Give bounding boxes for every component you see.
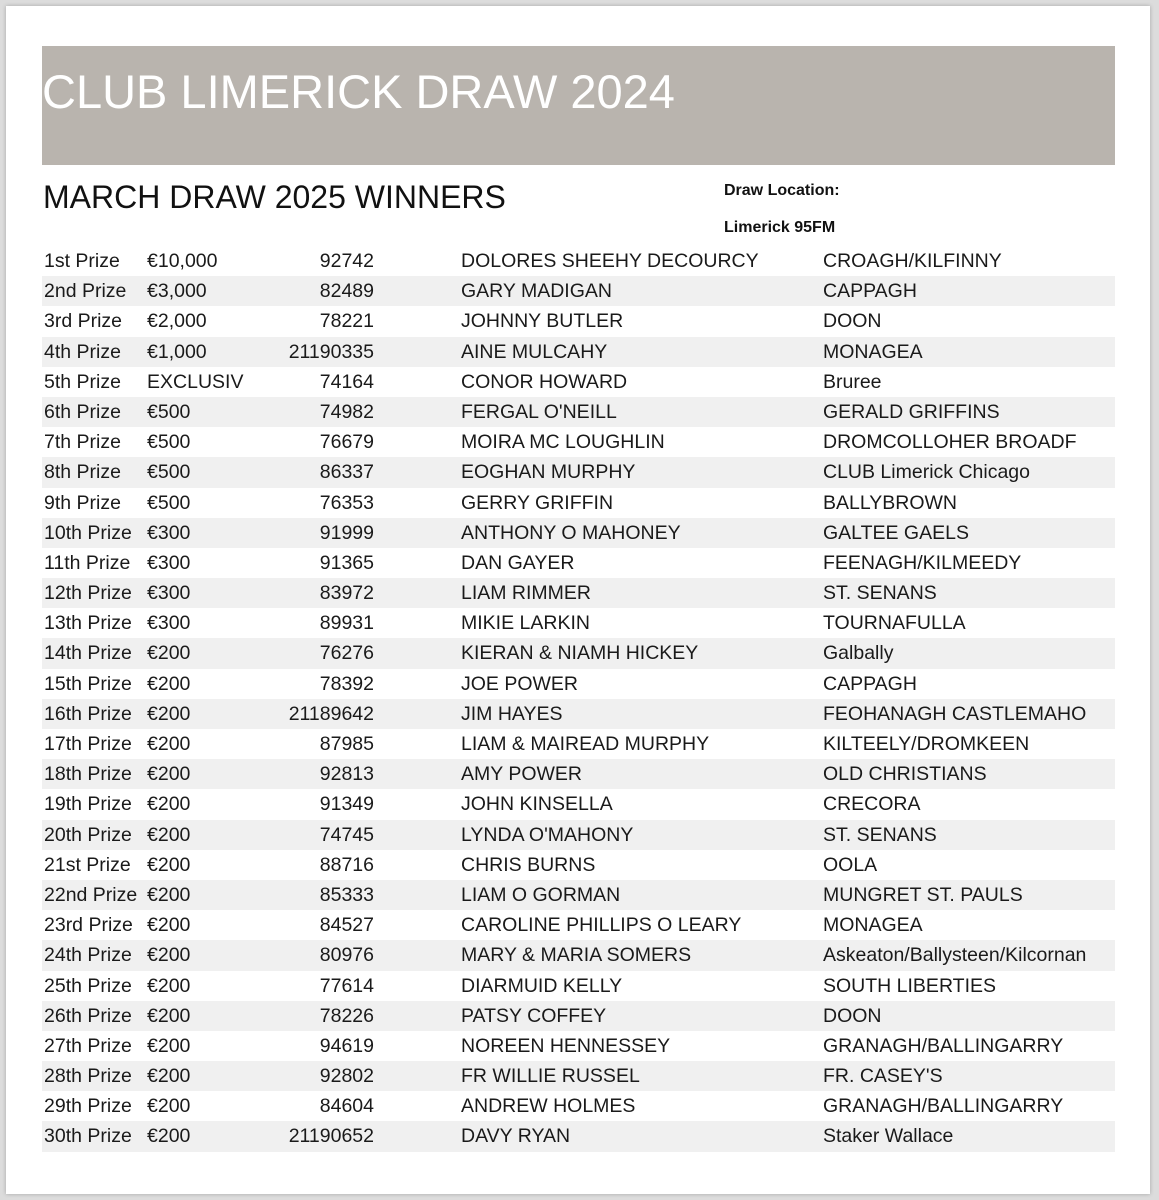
prize-label: 3rd Prize <box>44 310 123 333</box>
ticket-number: 86337 <box>319 461 374 484</box>
prize-label: 24th Prize <box>44 944 132 967</box>
winner-club: Staker Wallace <box>823 1125 954 1148</box>
winner-name: DAN GAYER <box>461 551 575 574</box>
winner-club: Askeaton/Ballysteen/Kilcornan <box>823 944 1087 967</box>
prize-amount: €200 <box>147 763 191 786</box>
prize-amount: €200 <box>147 1004 191 1027</box>
prize-amount: €200 <box>147 1125 191 1148</box>
prize-label: 5th Prize <box>44 370 121 393</box>
prize-amount: €200 <box>147 702 191 725</box>
prize-label: 11th Prize <box>44 551 131 574</box>
winner-club: GRANAGH/BALLINGARRY <box>823 1034 1064 1057</box>
winner-club: Galbally <box>823 642 894 665</box>
winner-club: GRANAGH/BALLINGARRY <box>823 1095 1064 1118</box>
ticket-number: 92813 <box>319 763 374 786</box>
prize-label: 10th Prize <box>44 521 132 544</box>
prize-label: 26th Prize <box>44 1004 132 1027</box>
prize-amount: €300 <box>147 551 191 574</box>
ticket-number: 85333 <box>319 883 374 906</box>
ticket-number: 84604 <box>319 1095 374 1118</box>
winner-club: DOON <box>823 310 882 333</box>
prize-label: 19th Prize <box>44 793 132 816</box>
prize-label: 16th Prize <box>44 702 132 725</box>
winner-name: NOREEN HENNESSEY <box>461 1034 671 1057</box>
winner-name: MARY & MARIA SOMERS <box>461 944 692 967</box>
prize-amount: €200 <box>147 974 191 997</box>
prize-amount: €500 <box>147 431 191 454</box>
winner-club: DOON <box>823 1004 882 1027</box>
prize-amount: €3,000 <box>147 280 207 303</box>
winner-name: AMY POWER <box>461 763 582 786</box>
prize-amount: €200 <box>147 1095 191 1118</box>
winner-club: ST. SENANS <box>823 582 937 605</box>
ticket-number: 77614 <box>319 974 374 997</box>
winner-row <box>42 638 1115 668</box>
winner-row <box>42 1121 1115 1151</box>
winner-row <box>42 850 1115 880</box>
winner-club: CROAGH/KILFINNY <box>823 250 1002 272</box>
prize-label: 12th Prize <box>44 582 132 605</box>
prize-amount: €10,000 <box>147 250 218 272</box>
draw-subtitle: MARCH DRAW 2025 WINNERS <box>43 179 506 215</box>
winner-name: CAROLINE PHILLIPS O LEARY <box>461 914 742 937</box>
winner-club: SOUTH LIBERTIES <box>823 974 997 997</box>
ticket-number: 91365 <box>319 551 374 574</box>
winner-name: DIARMUID KELLY <box>461 974 623 997</box>
winner-club: Bruree <box>823 370 882 393</box>
winner-row <box>42 427 1115 457</box>
prize-amount: €200 <box>147 672 191 695</box>
winner-club: MONAGEA <box>823 914 923 937</box>
winner-row <box>42 880 1115 910</box>
winner-row <box>42 699 1115 729</box>
title-banner <box>42 46 1115 165</box>
ticket-number: 82489 <box>319 280 374 303</box>
ticket-number: 92742 <box>319 250 374 272</box>
prize-label: 30th Prize <box>44 1125 132 1148</box>
winner-club: FR. CASEY'S <box>823 1065 943 1088</box>
ticket-number: 91349 <box>319 793 374 816</box>
prize-amount: €200 <box>147 1034 191 1057</box>
prize-label: 9th Prize <box>44 491 121 514</box>
winner-club: CLUB Limerick Chicago <box>823 461 1030 484</box>
winner-row <box>42 940 1115 970</box>
prize-amount: €200 <box>147 642 191 665</box>
winner-name: CHRIS BURNS <box>461 853 596 876</box>
winner-row <box>42 820 1115 850</box>
winners-table <box>42 246 1115 1152</box>
banner-title: CLUB LIMERICK DRAW 2024 <box>42 65 675 118</box>
prize-amount: €200 <box>147 793 191 816</box>
prize-label: 21st Prize <box>44 853 131 876</box>
winner-row <box>42 1001 1115 1031</box>
prize-label: 18th Prize <box>44 763 132 786</box>
winner-row <box>42 337 1115 367</box>
winner-row <box>42 246 1115 276</box>
winner-name: MIKIE LARKIN <box>461 612 590 635</box>
prize-label: 25th Prize <box>44 974 132 997</box>
winner-name: KIERAN & NIAMH HICKEY <box>461 642 699 665</box>
winner-name: JOE POWER <box>461 672 579 695</box>
prize-label: 1st Prize <box>44 250 120 272</box>
winner-row <box>42 608 1115 638</box>
winner-row <box>42 518 1115 548</box>
prize-amount: €200 <box>147 914 191 937</box>
winner-row <box>42 367 1115 397</box>
prize-amount: €200 <box>147 733 191 755</box>
prize-label: 2nd Prize <box>44 280 127 303</box>
ticket-number: 78392 <box>319 672 374 695</box>
prize-amount: €200 <box>147 823 191 846</box>
winner-club: OLD CHRISTIANS <box>823 763 987 786</box>
winner-club: FEENAGH/KILMEEDY <box>823 551 1022 574</box>
winner-name: GERRY GRIFFIN <box>461 491 614 514</box>
winner-row <box>42 276 1115 306</box>
winner-name: LIAM & MAIREAD MURPHY <box>461 733 710 755</box>
winner-row <box>42 578 1115 608</box>
prize-label: 17th Prize <box>44 733 132 755</box>
prize-amount: €300 <box>147 582 191 605</box>
winner-row <box>42 1061 1115 1091</box>
prize-label: 22nd Prize <box>44 883 138 906</box>
winner-club: TOURNAFULLA <box>823 612 966 635</box>
prize-label: 28th Prize <box>44 1065 132 1088</box>
prize-amount: €300 <box>147 521 191 544</box>
draw-location-value: Limerick 95FM <box>724 219 836 236</box>
winner-name: ANTHONY O MAHONEY <box>461 521 681 544</box>
draw-location-label: Draw Location: <box>724 182 840 199</box>
ticket-number: 80976 <box>319 944 374 967</box>
winner-name: EOGHAN MURPHY <box>461 461 636 484</box>
prize-label: 14th Prize <box>44 642 132 665</box>
ticket-number: 21190652 <box>288 1125 374 1148</box>
prize-amount: €1,000 <box>147 340 207 363</box>
prize-amount: €2,000 <box>147 310 207 333</box>
winner-name: GARY MADIGAN <box>461 280 612 303</box>
ticket-number: 88716 <box>319 853 374 876</box>
winner-row <box>42 548 1115 578</box>
winner-club: CAPPAGH <box>823 280 917 303</box>
ticket-number: 21189642 <box>288 702 374 725</box>
prize-amount: €500 <box>147 491 191 514</box>
winner-row <box>42 457 1115 487</box>
prize-label: 20th Prize <box>44 823 132 846</box>
ticket-number: 76353 <box>319 491 374 514</box>
prize-label: 8th Prize <box>44 461 121 484</box>
winner-name: LIAM RIMMER <box>461 582 592 605</box>
prize-amount: €500 <box>147 461 191 484</box>
winner-row <box>42 729 1115 759</box>
winner-row <box>42 789 1115 819</box>
winner-name: JOHNNY BUTLER <box>461 310 624 333</box>
winner-row <box>42 669 1115 699</box>
ticket-number: 74982 <box>319 400 374 423</box>
ticket-number: 89931 <box>319 612 374 635</box>
winner-row <box>42 759 1115 789</box>
winner-club: FEOHANAGH CASTLEMAHO <box>823 702 1087 725</box>
winner-club: MUNGRET ST. PAULS <box>823 883 1023 906</box>
winner-row <box>42 488 1115 518</box>
prize-amount: €200 <box>147 883 191 906</box>
ticket-number: 84527 <box>319 914 374 937</box>
winner-club: GALTEE GAELS <box>823 521 969 544</box>
winner-name: CONOR HOWARD <box>461 370 628 393</box>
winner-club: CRECORA <box>823 793 921 816</box>
prize-amount: €300 <box>147 612 191 635</box>
winner-club: BALLYBROWN <box>823 491 958 514</box>
winner-name: JIM HAYES <box>461 702 563 725</box>
winner-club: KILTEELY/DROMKEEN <box>823 733 1030 755</box>
document-page <box>6 6 1150 1194</box>
winner-name: LIAM O GORMAN <box>461 883 621 906</box>
winner-row <box>42 306 1115 336</box>
prize-label: 29th Prize <box>44 1095 132 1118</box>
prize-amount: €200 <box>147 1065 191 1088</box>
winner-club: GERALD GRIFFINS <box>823 400 1000 423</box>
ticket-number: 74164 <box>319 370 374 393</box>
prize-label: 4th Prize <box>44 340 121 363</box>
prize-label: 27th Prize <box>44 1034 132 1057</box>
winner-name: AINE MULCAHY <box>461 340 608 363</box>
winner-name: DOLORES SHEEHY DECOURCY <box>461 250 759 272</box>
prize-label: 7th Prize <box>44 431 121 454</box>
winner-name: PATSY COFFEY <box>461 1004 607 1027</box>
winner-club: ST. SENANS <box>823 823 937 846</box>
ticket-number: 76276 <box>319 642 374 665</box>
ticket-number: 74745 <box>319 823 374 846</box>
ticket-number: 83972 <box>319 582 374 605</box>
ticket-number: 92802 <box>319 1065 374 1088</box>
winner-row <box>42 910 1115 940</box>
winner-club: OOLA <box>823 853 878 876</box>
winner-name: FR WILLIE RUSSEL <box>461 1065 640 1088</box>
winner-name: MOIRA MC LOUGHLIN <box>461 431 665 454</box>
winner-name: JOHN KINSELLA <box>461 793 613 816</box>
prize-label: 13th Prize <box>44 612 132 635</box>
winner-club: MONAGEA <box>823 340 923 363</box>
winner-name: FERGAL O'NEILL <box>461 400 617 423</box>
prize-label: 23rd Prize <box>44 914 133 937</box>
winner-row <box>42 1031 1115 1061</box>
winner-row <box>42 1091 1115 1121</box>
prize-label: 6th Prize <box>44 400 121 423</box>
ticket-number: 87985 <box>319 733 374 755</box>
winner-club: DROMCOLLOHER BROADF <box>823 431 1077 454</box>
winner-row <box>42 971 1115 1001</box>
ticket-number: 21190335 <box>288 340 374 363</box>
prize-amount: EXCLUSIV <box>147 370 244 393</box>
winner-row <box>42 397 1115 427</box>
prize-label: 15th Prize <box>44 672 132 695</box>
ticket-number: 78226 <box>319 1004 374 1027</box>
winner-name: DAVY RYAN <box>461 1125 571 1148</box>
ticket-number: 78221 <box>319 310 374 333</box>
winner-name: ANDREW HOLMES <box>461 1095 636 1118</box>
prize-amount: €200 <box>147 853 191 876</box>
winner-name: LYNDA O'MAHONY <box>461 823 634 846</box>
prize-amount: €500 <box>147 400 191 423</box>
prize-amount: €200 <box>147 944 191 967</box>
winner-club: CAPPAGH <box>823 672 917 695</box>
ticket-number: 94619 <box>319 1034 374 1057</box>
ticket-number: 91999 <box>319 521 374 544</box>
ticket-number: 76679 <box>319 431 374 454</box>
